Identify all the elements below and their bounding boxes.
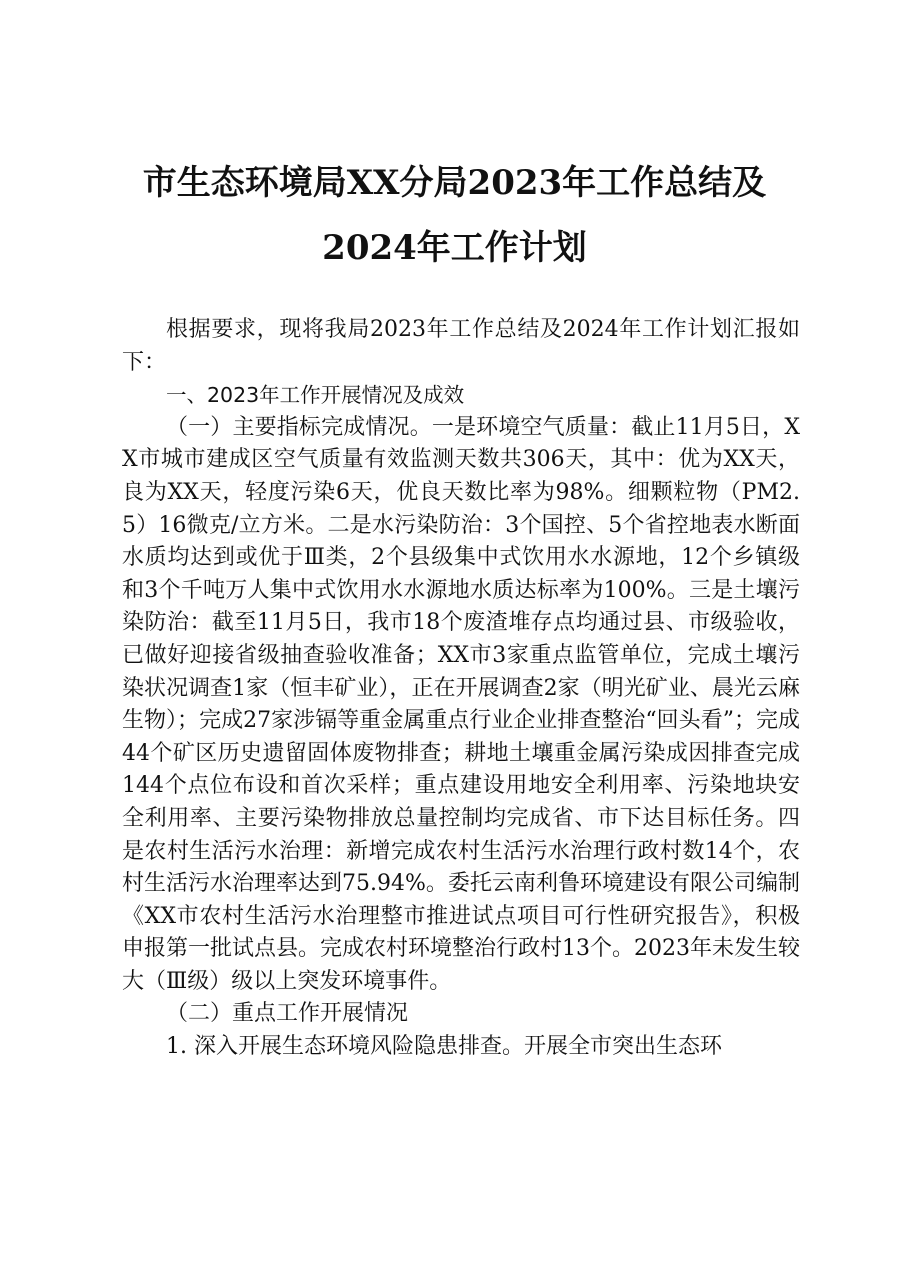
- document-title-line-2: 2024年工作计划: [322, 228, 587, 268]
- document-body: [122, 314, 800, 1064]
- section-heading-1: 一、2023年工作开展情况及成效: [166, 383, 465, 408]
- subsection-1-paragraph: （一）主要指标完成情况。一是环境空气质量：截止11月5日，XX市城市建成区空气质量有效监测天数共306天，其中：优为XX天，良为XX天，轻度污染6天，优良天数比率为98%。细颗粒物（PM2.5）16微克/立方米。二是水污染防治：3个国控、5个省控地表水断面水质均达到或优于Ⅲ类，2个县级集中式饮用水水源地，12个乡镇级和3个千吨万人集中式饮用水水源地水质达标率为100%。三是土壤污染防治：截至11月5日，我市18个废渣堆存点均通过县、市级验收，已做好迎接省级抽查验收准备；XX市3家重点监管单位，完成土壤污染状况调查1家（恒丰矿业），正在开展调查2家（明光矿业、晨光云麻生物）；完成27家涉镉等重金属重点行业企业排查整治“回头看”；完成44个矿区历史遗留固体废物排查；耕地土壤重金属污染成因排查完成144个点位布设和首次采样；重点建设用地安全利用率、污染地块安全利用率、主要污染物排放总量控制均完成省、市下达目标任务。四是农村生活污水治理：新增完成农村生活污水治理行政村数14个，农村生活污水治理率达到75.94%。委托云南利鲁环境建设有限公司编制《XX市农村生活污水治理整市推进试点项目可行性研究报告》，积极申报第一批试点县。完成农村环境整治行政村13个。2023年未发生较大（Ⅲ级）级以上突发环境事件。: [122, 414, 800, 994]
- document-title-line-1: 市生态环境局XX分局2023年工作总结及: [142, 163, 767, 203]
- subsection-heading-2: （二）重点工作开展情况: [166, 1001, 409, 1027]
- item-1-paragraph: 1. 深入开展生态环境风险隐患排查。开展全市突出生态环: [166, 1034, 722, 1060]
- intro-paragraph: 根据要求，现将我局2023年工作总结及2024年工作计划汇报如下：: [122, 317, 800, 375]
